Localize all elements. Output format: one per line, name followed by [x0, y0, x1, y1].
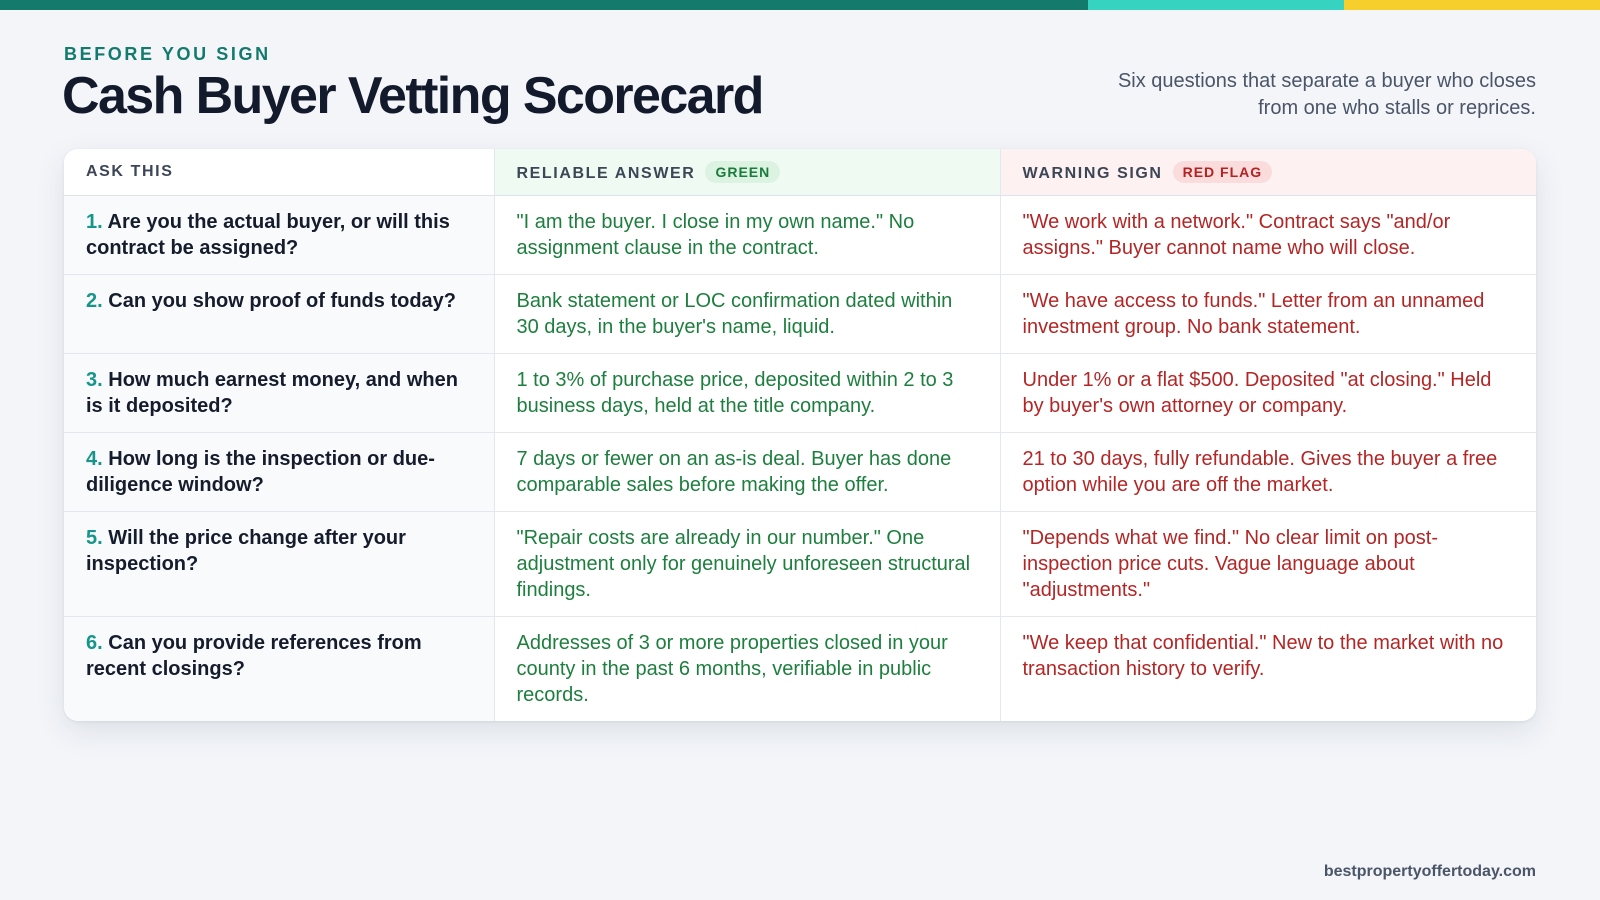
reliable-answer-cell: 7 days or fewer on an as-is deal. Buyer has done comparable sales before making the offer. — [494, 433, 1000, 512]
subtitle-line-2: from one who stalls or reprices. — [1258, 97, 1536, 119]
question-text: Can you show proof of funds today? — [108, 290, 457, 312]
reliable-answer-cell: 1 to 3% of purchase price, deposited within 2 to 3 business days, held at the title company. — [494, 354, 1000, 433]
reliable-answer-cell: Bank statement or LOC confirmation dated within 30 days, in the buyer's name, liquid. — [494, 275, 1000, 354]
table-header-row — [64, 149, 1536, 196]
question-text: How long is the inspection or due-diligence window? — [86, 448, 435, 496]
question-cell — [64, 433, 494, 512]
question-cell — [64, 512, 494, 617]
table-row — [64, 275, 1536, 354]
warning-sign-cell: "We work with a network." Contract says "and/or assigns." Buyer cannot name who will close. — [1000, 196, 1536, 275]
warning-sign-cell: "We have access to funds." Letter from an unnamed investment group. No bank statement. — [1000, 275, 1536, 354]
table-row — [64, 512, 1536, 617]
table-row — [64, 617, 1536, 722]
header-warning-sign — [1000, 149, 1536, 196]
warning-sign-cell: Under 1% or a flat $500. Deposited "at closing." Held by buyer's own attorney or company. — [1000, 354, 1536, 433]
scorecard-card — [64, 149, 1536, 721]
header-ask-label: ASK THIS — [86, 163, 174, 180]
warning-sign-cell: "Depends what we find." No clear limit on post-inspection price cuts. Vague language about "adjustments." — [1000, 512, 1536, 617]
warning-sign-cell: 21 to 30 days, fully refundable. Gives the buyer a free option while you are off the market. — [1000, 433, 1536, 512]
table-row — [64, 354, 1536, 433]
question-text: Will the price change after your inspection? — [86, 527, 406, 575]
question-text: Can you provide references from recent closings? — [86, 632, 422, 680]
question-number: 5. — [86, 527, 103, 549]
table-row — [64, 433, 1536, 512]
reliable-answer-cell: Addresses of 3 or more properties closed in your county in the past 6 months, verifiable in public records. — [494, 617, 1000, 722]
warning-sign-cell: "We keep that confidential." New to the market with no transaction history to verify. — [1000, 617, 1536, 722]
table-row — [64, 196, 1536, 275]
question-number: 1. — [86, 211, 103, 233]
question-number: 2. — [86, 290, 103, 312]
page-subtitle — [1056, 68, 1536, 122]
header-ask-this — [64, 149, 494, 196]
question-text: Are you the actual buyer, or will this contract be assigned? — [86, 211, 450, 259]
footer-website: bestpropertyoffertoday.com — [1323, 863, 1536, 880]
question-number: 6. — [86, 632, 103, 654]
top-accent-bar — [0, 0, 1600, 10]
reliable-answer-cell: "I am the buyer. I close in my own name." No assignment clause in the contract. — [494, 196, 1000, 275]
green-badge: GREEN — [705, 161, 780, 183]
question-cell — [64, 196, 494, 275]
question-cell — [64, 617, 494, 722]
accent-bar-cyan — [1088, 0, 1344, 10]
header-reliable-answer — [494, 149, 1000, 196]
header-reliable-label: RELIABLE ANSWER — [516, 165, 696, 182]
question-cell — [64, 275, 494, 354]
accent-bar-yellow — [1344, 0, 1600, 10]
reliable-answer-cell: "Repair costs are already in our number." One adjustment only for genuinely unforeseen structural findings. — [494, 512, 1000, 617]
accent-bar-teal — [0, 0, 1088, 10]
red-flag-badge: RED FLAG — [1173, 161, 1273, 183]
question-number: 3. — [86, 369, 103, 391]
scorecard-table — [64, 149, 1536, 721]
subtitle-line-1: Six questions that separate a buyer who closes — [1117, 70, 1536, 92]
question-number: 4. — [86, 448, 103, 470]
eyebrow-label: BEFORE YOU SIGN — [64, 44, 271, 64]
header-warning-label: WARNING SIGN — [1022, 165, 1163, 182]
page-title: Cash Buyer Vetting Scorecard — [62, 67, 763, 125]
question-cell — [64, 354, 494, 433]
question-text: How much earnest money, and when is it deposited? — [86, 369, 458, 417]
